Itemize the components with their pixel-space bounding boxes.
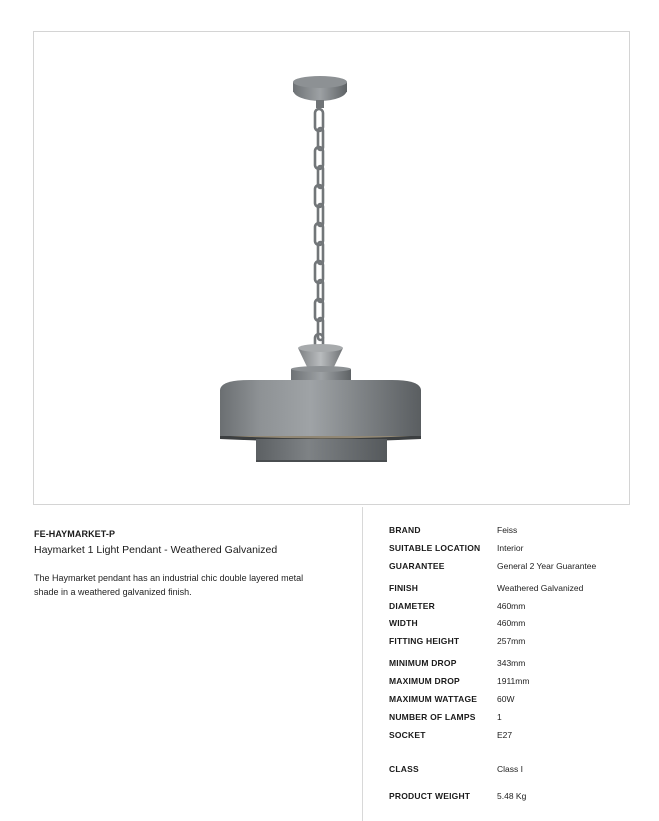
spec-row-diameter [389, 601, 649, 613]
pendant-light-image [34, 32, 631, 506]
spec-label: NUMBER OF LAMPS [389, 712, 476, 722]
spec-row-product-weight [389, 791, 649, 803]
spec-row-maximum-drop [389, 676, 649, 688]
spec-row-fitting-height [389, 636, 649, 648]
spec-label: WIDTH [389, 618, 418, 628]
spec-value: 60W [497, 694, 515, 704]
spec-label: PRODUCT WEIGHT [389, 791, 471, 801]
product-description: The Haymarket pendant has an industrial chic double layered metal shade in a weathered galvanized finish. [34, 573, 304, 597]
spec-value: 1911mm [497, 676, 530, 686]
spec-label: SUITABLE LOCATION [389, 543, 481, 553]
spec-value: Interior [497, 543, 524, 553]
shade-collar [291, 366, 351, 381]
chain [315, 109, 323, 350]
spec-row-brand [389, 525, 649, 537]
spec-label: MAXIMUM WATTAGE [389, 694, 478, 704]
spec-value: 460mm [497, 601, 526, 611]
product-summary [34, 529, 334, 599]
product-code: FE-HAYMARKET-P [34, 529, 116, 539]
spec-row-number-of-lamps [389, 712, 649, 724]
product-image-frame [33, 31, 630, 505]
spec-label: DIAMETER [389, 601, 435, 611]
spec-label: FINISH [389, 583, 419, 593]
spec-row-class [389, 764, 649, 776]
spec-label: CLASS [389, 764, 419, 774]
spec-label: FITTING HEIGHT [389, 636, 460, 646]
spec-row-width [389, 618, 649, 630]
column-divider [362, 507, 363, 821]
spec-label: SOCKET [389, 730, 426, 740]
spec-row-finish [389, 583, 649, 595]
lower-shade [256, 439, 387, 462]
spec-value: 257mm [497, 636, 526, 646]
spec-row-minimum-drop [389, 658, 649, 670]
spec-value: 460mm [497, 618, 526, 628]
spec-label: BRAND [389, 525, 421, 535]
ceiling-canopy [293, 76, 347, 108]
spec-label: MAXIMUM DROP [389, 676, 460, 686]
spec-value: E27 [497, 730, 513, 740]
spec-value: 343mm [497, 658, 526, 668]
spec-row-maximum-wattage [389, 694, 649, 706]
spec-row-socket [389, 730, 649, 742]
upper-shade [220, 380, 421, 442]
spec-value: Class I [497, 764, 523, 774]
spec-row-suitable-location [389, 543, 649, 555]
shade-neck [298, 344, 343, 369]
spec-value: Feiss [497, 525, 518, 535]
spec-value: Weathered Galvanized [497, 583, 584, 593]
spec-row-guarantee [389, 561, 649, 573]
spec-value: 1 [497, 712, 502, 722]
spec-value: General 2 Year Guarantee [497, 561, 597, 571]
spec-label: GUARANTEE [389, 561, 445, 571]
spec-label: MINIMUM DROP [389, 658, 457, 668]
spec-value: 5.48 Kg [497, 791, 527, 801]
product-title: Haymarket 1 Light Pendant - Weathered Galvanized [34, 544, 278, 556]
